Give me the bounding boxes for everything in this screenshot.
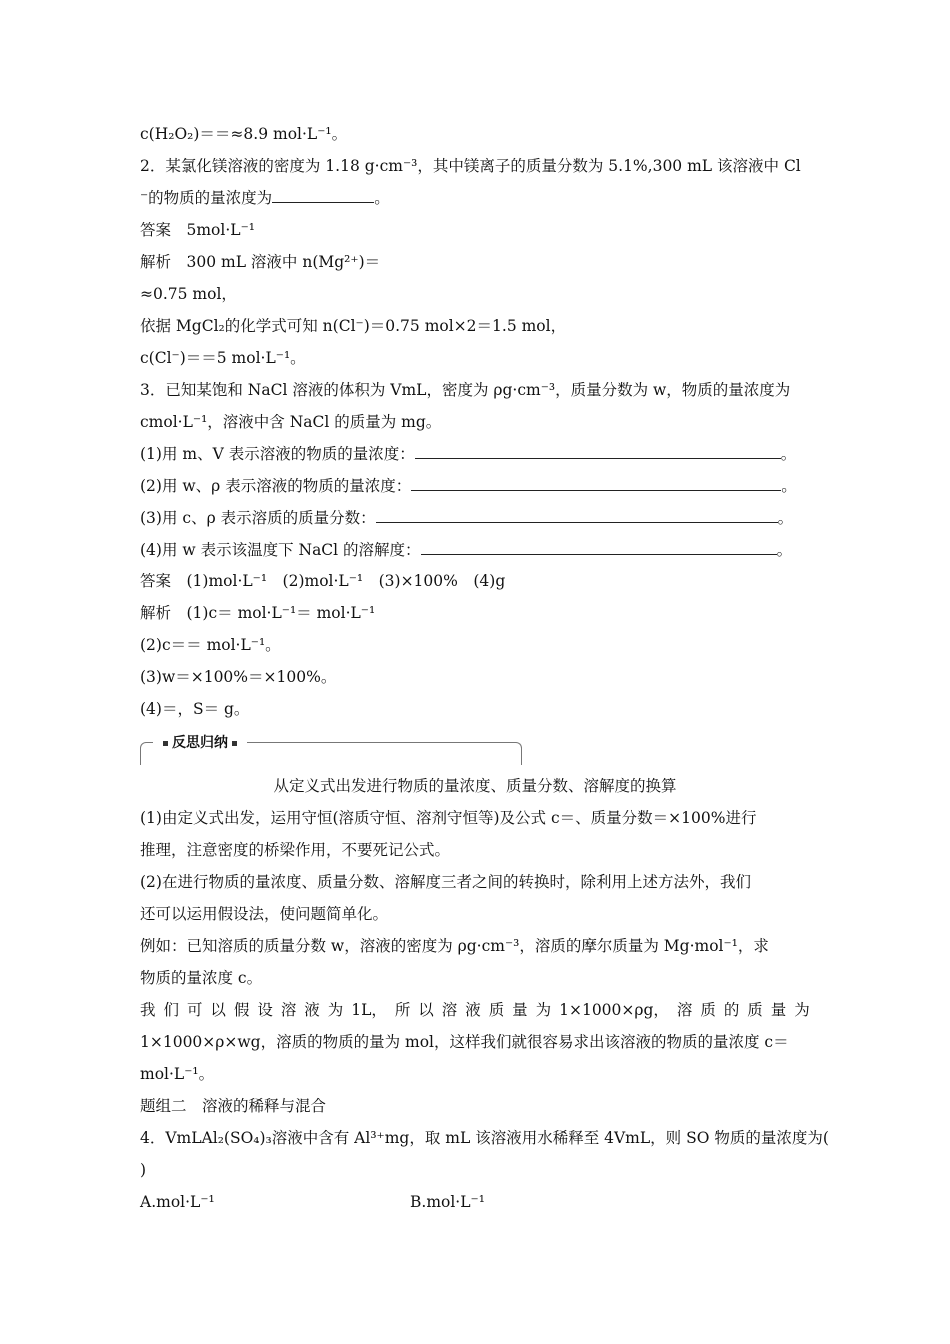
text-fragment: 。 <box>777 509 794 527</box>
word: 设 <box>257 1001 273 1019</box>
word: 1×1000×ρg， <box>559 1001 669 1019</box>
section-heading: 题组二 溶液的稀释与混合 <box>140 1097 327 1115</box>
word: 假 <box>233 1001 250 1019</box>
word: 液 <box>465 1001 481 1019</box>
question-4-line: 4．VmLAl₂(SO₄)₃溶液中含有 Al³⁺mg，取 mL 该溶液用水稀释至 4VmL，则 SO 物质的量浓度为( <box>140 1129 829 1147</box>
word: 的 <box>723 1001 740 1019</box>
question-2-line-blank <box>140 188 390 208</box>
word: 以 <box>210 1001 226 1019</box>
question-2-line: 2．某氯化镁溶液的密度为 1.18 g·cm⁻³，其中镁离子的质量分数为 5.1%,300 mL 该溶液中 Cl <box>140 157 801 175</box>
word: 溶 <box>441 1001 458 1019</box>
text-fragment: (4)用 w 表示该温度下 NaCl 的溶解度： <box>140 541 421 559</box>
word: 为 <box>535 1001 552 1019</box>
text-fragment: 。 <box>780 445 797 463</box>
word: 我 <box>140 1001 156 1019</box>
text-line: 依据 MgCl₂的化学式可知 n(Cl⁻)＝0.75 mol×2＝1.5 mol， <box>140 317 567 335</box>
text-line: 还可以运用假设法，使问题简单化。 <box>140 905 389 923</box>
answer-line: 答案 5mol·L⁻¹ <box>140 221 255 239</box>
text-fragment: 。 <box>776 541 793 559</box>
word: 量 <box>512 1001 528 1019</box>
text-fragment: (3)用 c、ρ 表示溶质的质量分数： <box>140 509 376 527</box>
subquestion-4 <box>140 540 792 560</box>
word: 为 <box>327 1001 344 1019</box>
answer-blank <box>272 188 374 203</box>
answer-blank <box>415 444 781 459</box>
text-fragment: (2)用 w、ρ 表示溶液的物质的量浓度： <box>140 477 412 495</box>
text-fragment: 。 <box>781 477 797 495</box>
text-line: (4)＝，S＝ g。 <box>140 700 250 718</box>
text-line: (1)由定义式出发，运用守恒(溶质守恒、溶剂守恒等)及公式 c＝、质量分数＝×100%进行 <box>140 809 757 827</box>
text-line: (3)w＝×100%＝×100%。 <box>140 668 337 686</box>
analysis-line: 解析 300 mL 溶液中 n(Mg²⁺)＝ <box>140 253 381 271</box>
text-line: mol·L⁻¹。 <box>140 1065 215 1083</box>
word: 量 <box>770 1001 787 1019</box>
text-line: (2)在进行物质的量浓度、质量分数、溶解度三者之间的转换时，除利用上述方法外，我们 <box>140 873 751 891</box>
word: 可 <box>186 1001 203 1019</box>
text-line: 1×1000×ρ×wg，溶质的物质的量为 mol，这样我们就很容易求出该溶液的物质的量浓度 c＝ <box>140 1033 789 1051</box>
word: 1L， <box>351 1001 387 1019</box>
word: 所 <box>394 1001 411 1019</box>
answer-blank <box>376 508 778 523</box>
option-b: B.mol·L⁻¹ <box>410 1193 485 1211</box>
subquestion-1 <box>140 444 796 464</box>
text-line: 推理，注意密度的桥梁作用，不要死记公式。 <box>140 841 451 859</box>
justified-text-line <box>140 1000 810 1020</box>
summary-title: 从定义式出发进行物质的量浓度、质量分数、溶解度的换算 <box>273 777 677 795</box>
text-line: c(Cl⁻)＝＝5 mol·L⁻¹。 <box>140 349 306 367</box>
word: 液 <box>304 1001 320 1019</box>
word: 溶 <box>280 1001 297 1019</box>
answer-line: 答案 (1)mol·L⁻¹ (2)mol·L⁻¹ (3)×100% (4)g <box>140 572 506 590</box>
answer-blank <box>421 540 777 555</box>
word: 以 <box>418 1001 434 1019</box>
square-bullet-icon <box>163 741 168 746</box>
word: 质 <box>747 1001 763 1019</box>
text-line: ) <box>140 1161 147 1179</box>
summary-label-text: 反思归纳 <box>172 735 228 751</box>
text-line: ≈0.75 mol， <box>140 285 237 303</box>
text-line: (2)c＝＝ mol·L⁻¹。 <box>140 636 281 654</box>
square-bullet-icon <box>232 741 237 746</box>
summary-box-label <box>153 734 247 752</box>
text-line: cmol·L⁻¹，溶液中含 NaCl 的质量为 mg。 <box>140 413 442 431</box>
word: 为 <box>794 1001 810 1019</box>
subquestion-3 <box>140 508 793 528</box>
word: 质 <box>700 1001 716 1019</box>
text-fragment: ⁻的物质的量浓度为 <box>140 189 273 207</box>
word: 质 <box>488 1001 505 1019</box>
analysis-line: 解析 (1)c＝ mol·L⁻¹＝ mol·L⁻¹ <box>140 604 376 622</box>
word: 们 <box>163 1001 179 1019</box>
text-line: c(H₂O₂)＝＝≈8.9 mol·L⁻¹。 <box>140 125 348 143</box>
subquestion-2 <box>140 476 797 496</box>
word: 溶 <box>676 1001 693 1019</box>
example-line: 例如：已知溶质的质量分数 w，溶液的密度为 ρg·cm⁻³，溶质的摩尔质量为 Mg·mol⁻¹，求 <box>140 937 769 955</box>
text-fragment: (1)用 m、V 表示溶液的物质的量浓度： <box>140 445 415 463</box>
question-3-line: 3．已知某饱和 NaCl 溶液的体积为 VmL，密度为 ρg·cm⁻³，质量分数为 w，物质的量浓度为 <box>140 381 791 399</box>
text-line: 物质的量浓度 c。 <box>140 969 263 987</box>
answer-blank <box>411 476 781 491</box>
option-a: A.mol·L⁻¹ <box>140 1193 215 1211</box>
text-fragment: 。 <box>374 189 390 207</box>
